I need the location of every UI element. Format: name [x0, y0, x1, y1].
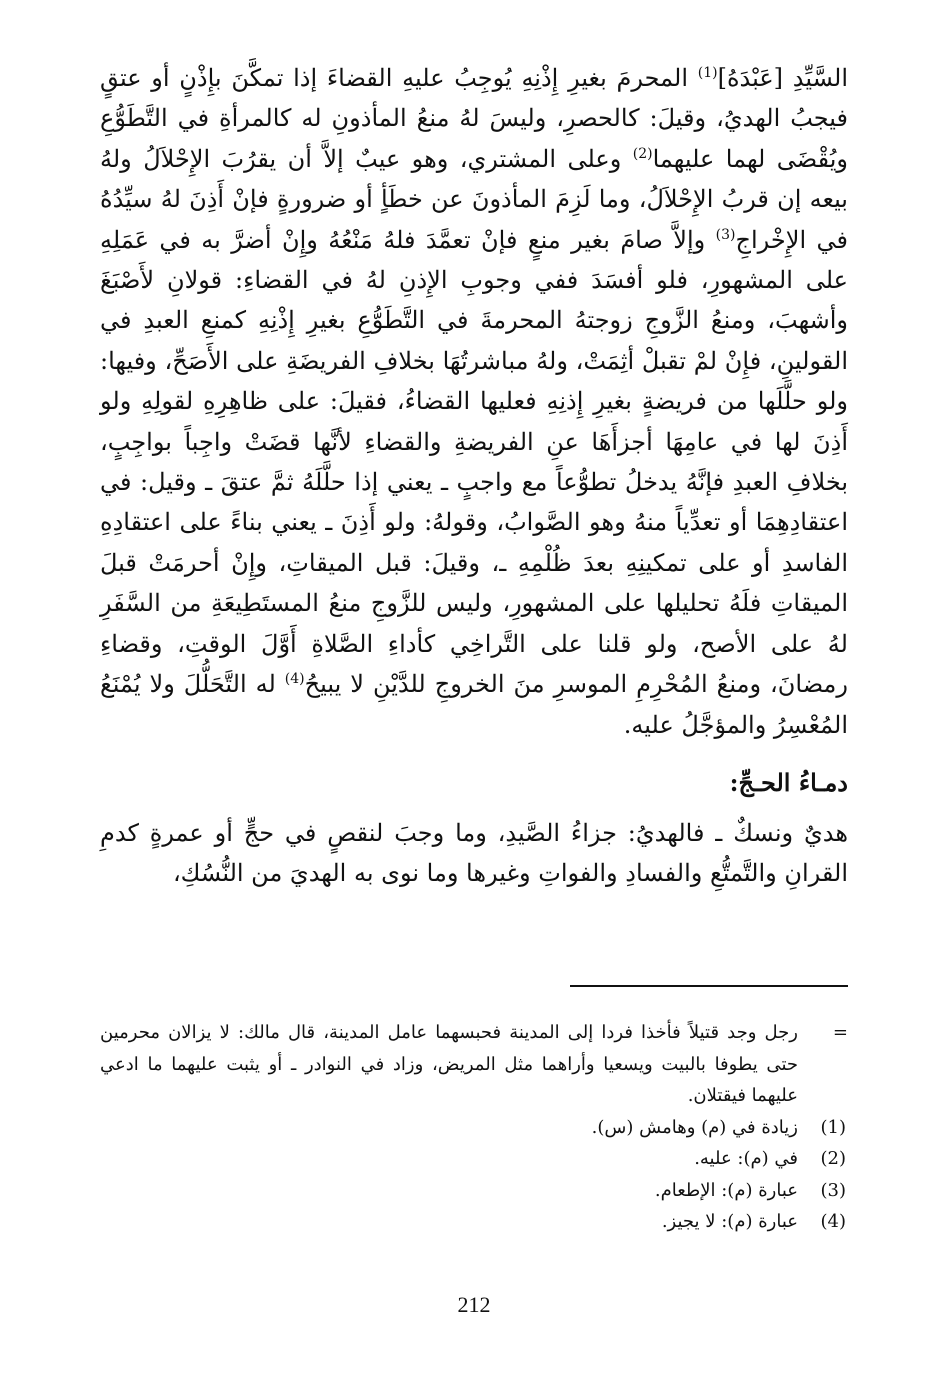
footnote-ref-2[interactable]: (2) — [632, 145, 653, 162]
main-text-part-1b: المحرمَ بغيرِ إِذْنِهِ يُوجِبُ عليهِ القضاءَ إذا تمكَّنَ بإِذْنٍ أو عتقٍ فيجبُ الهديُ، وقيلَ: كالحصرِ، وليسَ لهُ منعُ المأذونِ له كالمرأةِ في التَّطَوُّعِ ويُقْضَى لهما عليهما — [100, 64, 848, 173]
footnotes-section — [100, 1017, 848, 1238]
footnote-separator — [570, 985, 848, 987]
footnote-ref-1[interactable]: (1) — [697, 65, 718, 81]
second-paragraph: هديٌ ونسكٌ ـ فالهديُ: جزاءُ الصَّيدِ، وما وجبَ لنقصٍ في حجٍّ أو عمرةٍ كدمِ القرانِ والتَّمتُّعِ والفسادِ والفواتِ وغيرها وما نوى به الهديَ من النُّسُكِ، — [100, 818, 848, 888]
footnote-ref-4[interactable]: (4) — [284, 671, 305, 688]
main-paragraph — [100, 58, 848, 745]
footnote-text: زيادة في (م) وهامش (س). — [591, 1116, 798, 1138]
main-text-part-1e: له التَّحَلُّلَ ولا يُمْنَعُ المُعْسِرُ والمؤجَّلُ عليه. — [100, 670, 848, 739]
main-text-part-1d: وإلاَّ صامَ بغير منعٍ فإنْ تعمَّدَ فلهُ مَنْعُهُ وإِنْ أضرَّ به في عَمَلِهِ على المشهورِ، فلو أفسَدَ ففي وجوبِ الإِذنِ لهُ في القضاءِ: قولانِ لأَصْبَغَ وأشهبَ، ومنعُ الزَّوجِ زوجتهُ المحرمةَ في التَّطَوُّعِ بغيرِ إِذْنِهِ كمنعِ العبدِ في القولينِ، فإِنْ لمْ تقبلْ أثِمَتْ، ولهُ مباشرتُهَا بخلافِ الفريضَةِ على الأَصَحِّ، وفيها: ولو حلَّلَها من فريضةٍ بغيرِ إِذنِهِ فعليها القضاءُ، فقيلَ: على ظاهِرِهِ لقولِهِ ولو أَذِنَ لها في عامِهَا أجزأَهَا عنِ الفريضةِ والقضاءِ لأنَّها قضَتْ واجِباً بواجِبٍ، بخلافِ العبدِ فإنَّهُ يدخلُ تطوُّعاً مع واجبٍ ـ يعني إذا حلَّلَهُ ثمَّ عتقَ ـ وقيل: في اعتقادِهِمَا أو تعدِّياً منهُ وهو الصَّوابُ، وقولهُ: ولو أَذِنَ ـ يعني بناءً على اعتقادِهِ الفاسدِ أو على تمكينِهِ بعدَ ظُلْمِهِ ـ، وقيلَ: قبل الميقاتِ، وإِنْ أحرمَتْ قبلَ الميقاتِ فلَهُ تحليلها على المشهورِ، وليس للزَّوجِ منعُ المستَطِيعَةِ من السَّفَرِ لهُ على الأصح، ولو قلنا على التَّراخِي كأداءِ الصَّلاةِ أَوَّلَ الوقتِ، وقضاءِ رمضانَ، ومنعُ المُحْرِمِ الموسرِ منَ الخروجِ للدَّيْنِ لا يبيحُ — [100, 225, 849, 699]
footnote-ref-3[interactable]: (3) — [715, 226, 736, 243]
section-heading: دمـاءُ الحـجِّ: — [729, 767, 848, 797]
footnote-number: (2) — [820, 1148, 846, 1169]
footnote-number: (4) — [820, 1211, 846, 1232]
footnote-item — [100, 1206, 848, 1238]
footnote-item — [100, 1143, 848, 1175]
footnote-text: في (م): عليه. — [694, 1148, 798, 1169]
page-body — [100, 58, 848, 894]
footnote-text: عبارة (م): لا يجيز. — [661, 1211, 798, 1232]
footnote-item — [100, 1175, 848, 1207]
main-text-part-1a: السَّيِّدِ [عَبْدَهُ] — [717, 64, 848, 92]
footnote-item — [100, 1112, 848, 1144]
page-number: 212 — [457, 1292, 491, 1317]
continuation-marker: = — [832, 1022, 848, 1043]
footnote-number: (1) — [820, 1116, 846, 1138]
footnote-list — [100, 1112, 848, 1238]
continuation-text: رجل وجد قتيلاً فأخذا فردا إلى المدينة فحبسهما عامل المدينة، قال مالك: لا يزالان محرمين حتى يطوفا بالبيت ويسعيا وأراهما مثل المريض، وزاد في النوادر ـ أو يثبت عليهما ما ادعي عليهما فيقتلان. — [100, 1022, 798, 1106]
main-text-part-1c: وعلى المشتري، وهو عيبٌ إلاَّ أن يقرُبَ الإِحْلاَلُ ولهُ بيعه إن قربُ الإِحْلاَلُ، وما لَزِمَ المأذونَ عن خطَأٍ أو ضرورةٍ فإنْ أَذِنَ لهُ سيِّدُهُ في الإِخْراجِ — [100, 144, 848, 254]
footnote-number: (3) — [820, 1179, 846, 1201]
footnote-continuation — [100, 1017, 848, 1112]
footnote-text: عبارة (م): الإطعام. — [654, 1179, 798, 1201]
